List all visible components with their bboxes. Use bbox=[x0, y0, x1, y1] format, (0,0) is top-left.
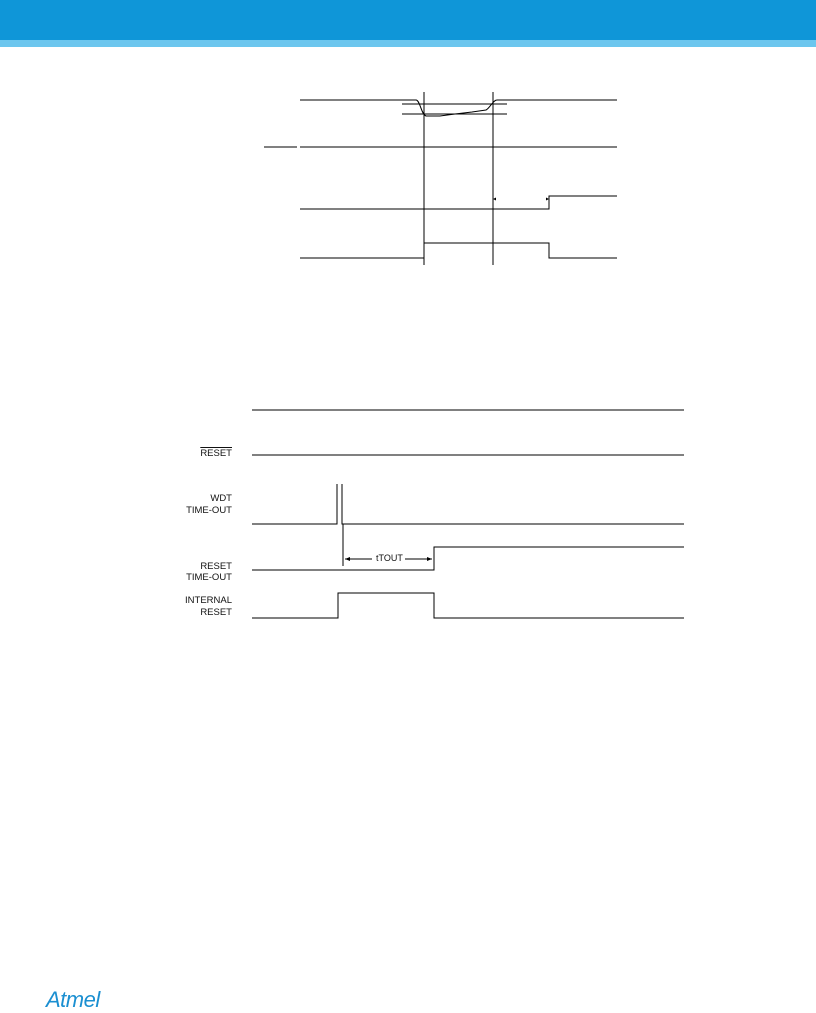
tout-label: tTOUT bbox=[376, 553, 403, 563]
internal-reset-signal-2 bbox=[252, 593, 684, 618]
wdt-timeout-signal bbox=[252, 484, 684, 524]
internal-reset-label-line1: INTERNAL bbox=[185, 595, 232, 606]
atmel-logo: Atmel bbox=[46, 987, 100, 1012]
reset-timeout-signal bbox=[252, 547, 684, 570]
reset-timeout-label-line2: TIME-OUT bbox=[186, 572, 232, 583]
internal-reset-label-line2: RESET bbox=[200, 607, 232, 618]
reset-timeout-label-line1: RESET bbox=[200, 561, 232, 572]
tout-arrow-left-2 bbox=[345, 557, 350, 561]
wdt-label-line1: WDT bbox=[210, 493, 232, 504]
wdt-label-line2: TIME-OUT bbox=[186, 505, 232, 516]
tout-arrow-right-2 bbox=[427, 557, 432, 561]
reset-label: RESET bbox=[200, 448, 232, 459]
